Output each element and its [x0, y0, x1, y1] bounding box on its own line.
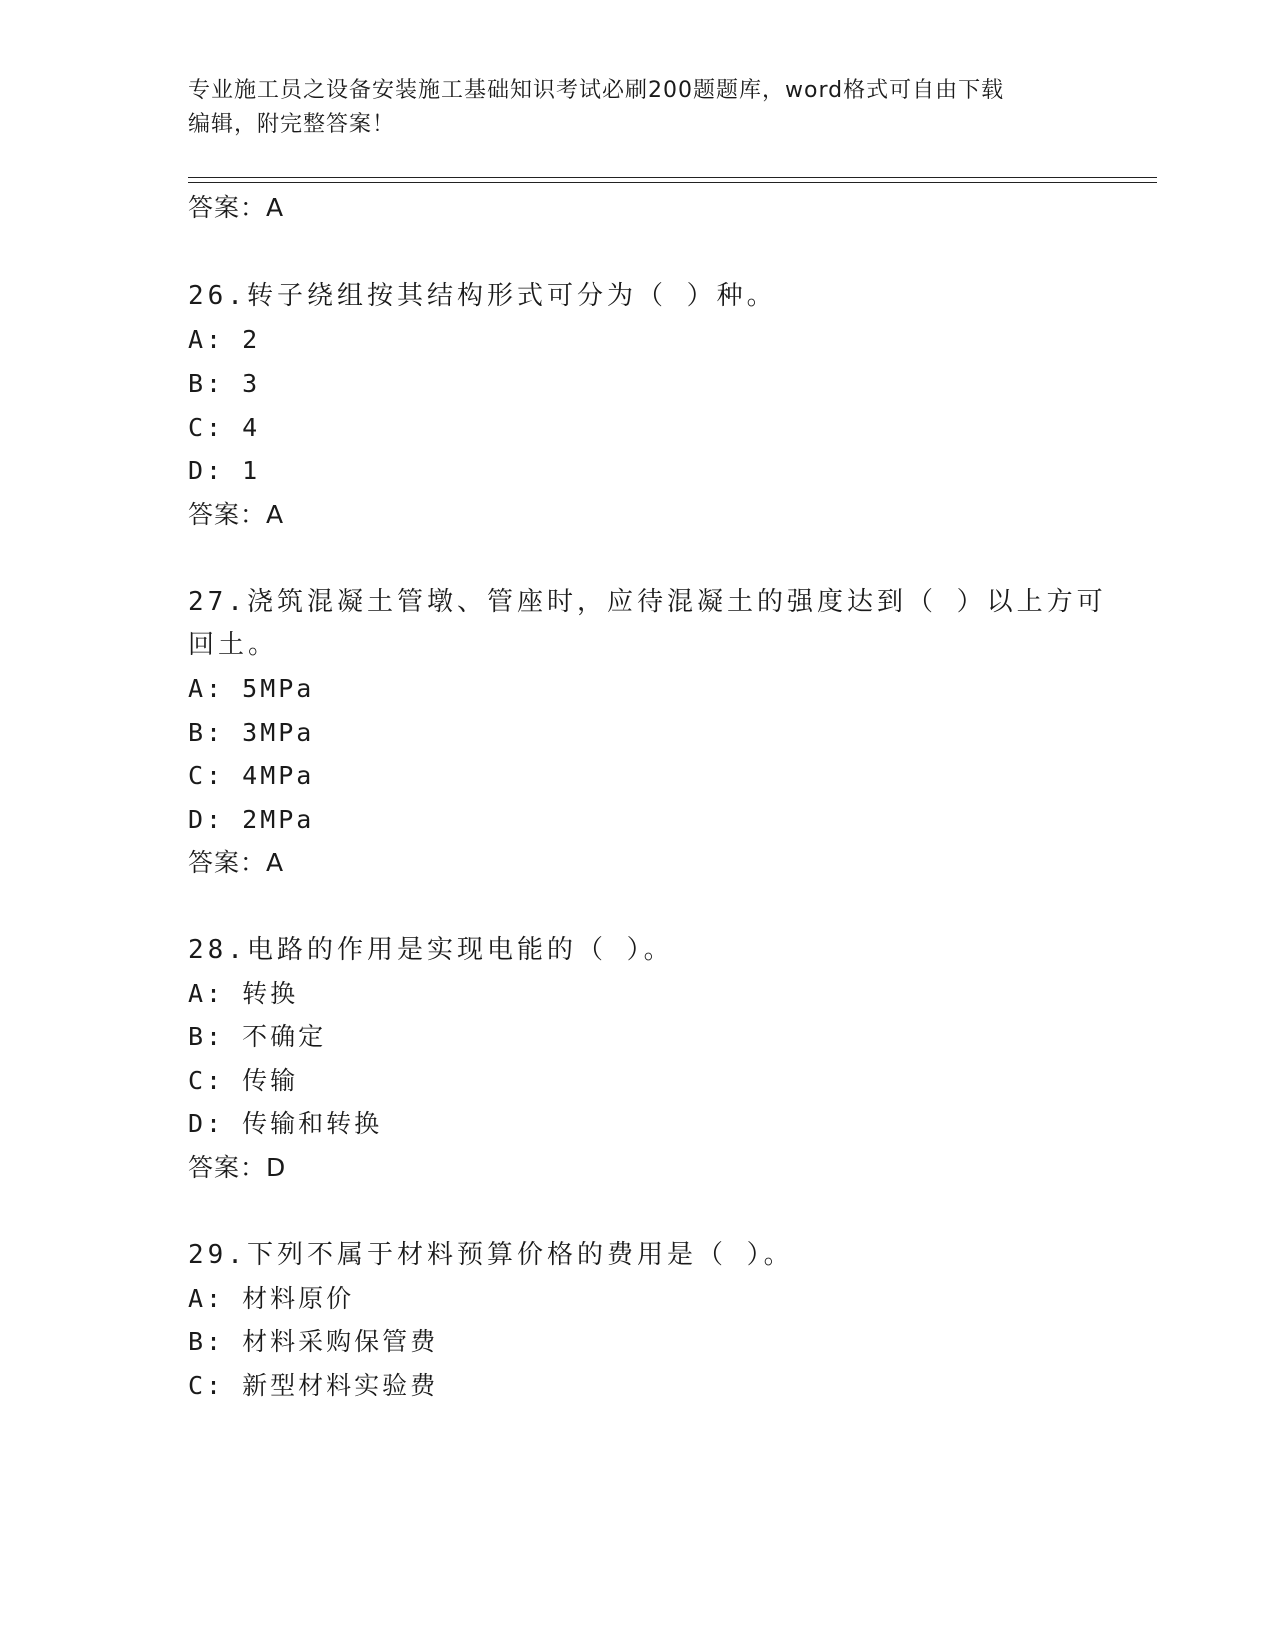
question-27-answer: 答案：A	[188, 848, 285, 877]
question-29-text: 29.下列不属于材料预算价格的费用是（ ）。	[188, 1240, 794, 1270]
question-28-answer: 答案：D	[188, 1153, 287, 1182]
question-29-option-b: B: 材料采购保管费	[188, 1327, 439, 1356]
question-27-option-c: C: 4MPa	[188, 761, 315, 790]
question-28-option-b: B: 不确定	[188, 1022, 327, 1051]
header-divider-bottom	[188, 182, 1157, 183]
document-header	[188, 74, 1068, 142]
question-28-option-c: C: 传输	[188, 1066, 299, 1095]
question-27-option-a: A: 5MPa	[188, 674, 315, 703]
question-26-option-b: B: 3	[188, 369, 261, 398]
question-27-option-b: B: 3MPa	[188, 718, 315, 747]
question-29-option-a: A: 材料原价	[188, 1284, 355, 1313]
question-27-text-line2: 回土。	[188, 630, 279, 660]
question-28-option-a: A: 转换	[188, 979, 299, 1008]
question-26-text: 26.转子绕组按其结构形式可分为（ ）种。	[188, 281, 777, 311]
question-27-option-d: D: 2MPa	[188, 805, 315, 834]
question-26-option-d: D: 1	[188, 456, 261, 485]
answer-previous: 答案：A	[188, 193, 285, 222]
question-28-text: 28.电路的作用是实现电能的（ ）。	[188, 935, 674, 965]
header-title-line2: 编辑，附完整答案！	[188, 112, 396, 137]
question-29-option-c: C: 新型材料实验费	[188, 1371, 439, 1400]
question-26-option-a: A: 2	[188, 325, 261, 354]
header-title-line1: 专业施工员之设备安装施工基础知识考试必刷200题题库，word格式可自由下载	[188, 78, 1005, 103]
question-26-option-c: C: 4	[188, 413, 261, 442]
header-divider-top	[188, 177, 1157, 178]
question-28-option-d: D: 传输和转换	[188, 1109, 383, 1138]
question-26-answer: 答案：A	[188, 500, 285, 529]
question-27-text-line1: 27.浇筑混凝土管墩、管座时，应待混凝土的强度达到（ ）以上方可	[188, 587, 1107, 617]
